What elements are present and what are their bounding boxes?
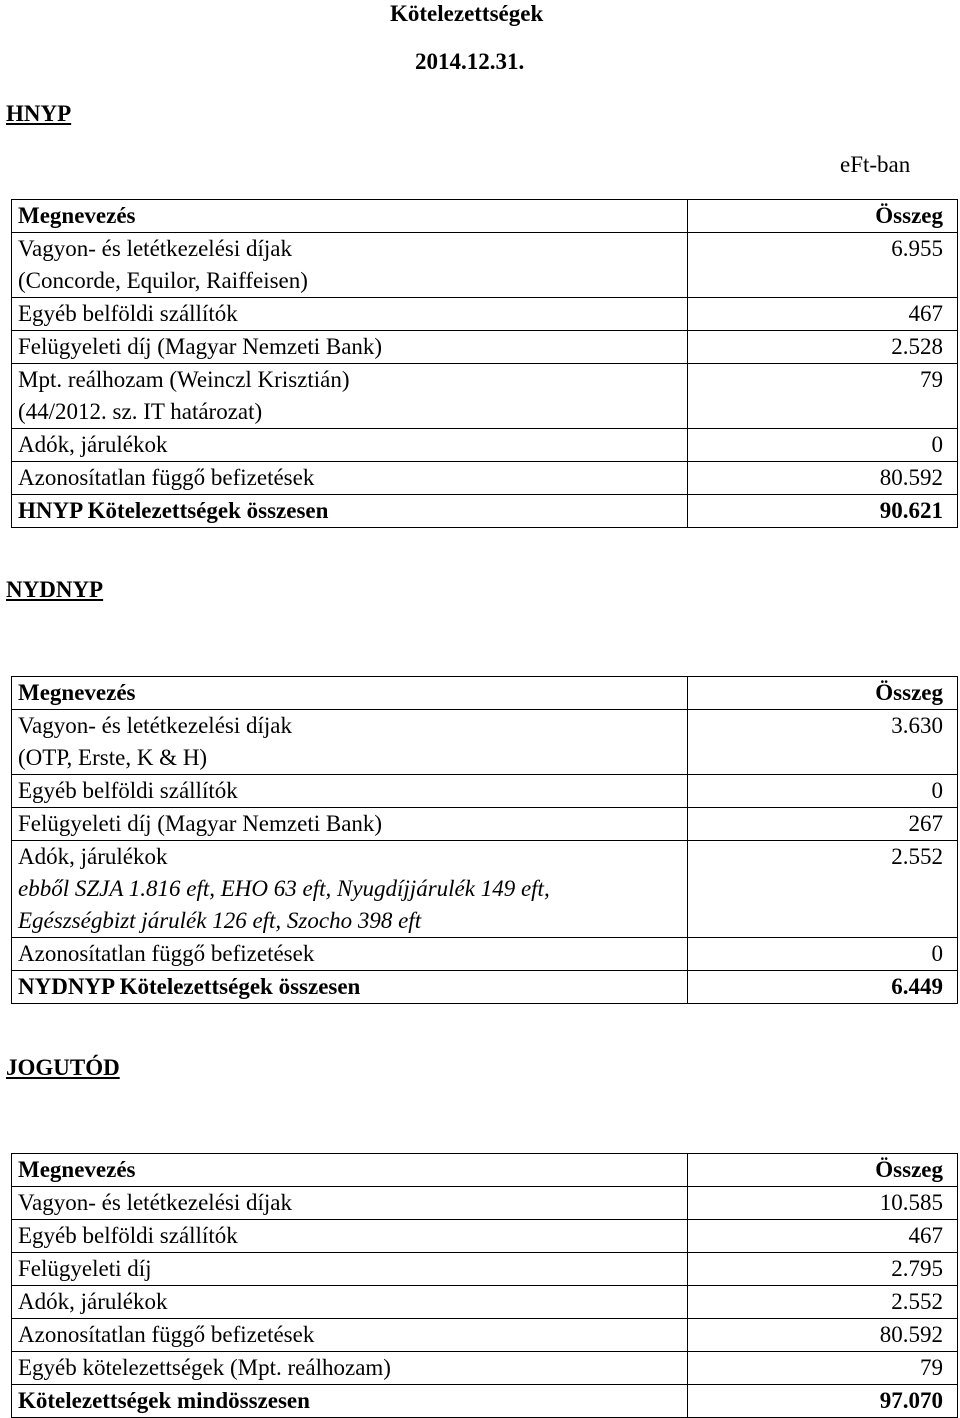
row-amount: 79 bbox=[688, 364, 958, 429]
row-amount: 80.592 bbox=[688, 1319, 958, 1352]
table-row bbox=[12, 808, 958, 841]
row-amount: 467 bbox=[688, 1220, 958, 1253]
row-note-line: ebből SZJA 1.816 eft, EHO 63 eft, Nyugdíjjárulék 149 eft, bbox=[18, 876, 550, 901]
row-label bbox=[12, 1286, 688, 1319]
table-row bbox=[12, 938, 958, 971]
row-amount: 0 bbox=[688, 429, 958, 462]
row-label bbox=[12, 775, 688, 808]
table-row bbox=[12, 1319, 958, 1352]
table-row bbox=[12, 364, 958, 429]
hnyp-table bbox=[11, 199, 958, 528]
total-amount: 6.449 bbox=[688, 971, 958, 1004]
row-amount: 2.528 bbox=[688, 331, 958, 364]
column-header-amount: Összeg bbox=[688, 200, 958, 233]
table-row bbox=[12, 1286, 958, 1319]
table-row bbox=[12, 462, 958, 495]
table-row bbox=[12, 841, 958, 938]
section-heading-hnyp: HNYP bbox=[6, 101, 72, 126]
row-amount: 2.552 bbox=[688, 1286, 958, 1319]
row-label bbox=[12, 1319, 688, 1352]
total-amount: 97.070 bbox=[688, 1385, 958, 1418]
nydnyp-table bbox=[11, 676, 958, 1004]
row-label-line: Felügyeleti díj (Magyar Nemzeti Bank) bbox=[18, 811, 383, 836]
row-label-line: Adók, járulékok bbox=[18, 432, 168, 457]
section-heading-nydnyp: NYDNYP bbox=[6, 577, 104, 602]
table-header-row bbox=[12, 1154, 958, 1187]
row-label-line: Vagyon- és letétkezelési díjak bbox=[18, 236, 292, 261]
row-label bbox=[12, 298, 688, 331]
row-label bbox=[12, 462, 688, 495]
row-label-line: Egyéb belföldi szállítók bbox=[18, 301, 238, 326]
row-label bbox=[12, 429, 688, 462]
row-amount: 267 bbox=[688, 808, 958, 841]
unit-label: eFt-ban bbox=[840, 152, 911, 177]
row-label-line: (44/2012. sz. IT határozat) bbox=[18, 399, 263, 424]
table-row bbox=[12, 710, 958, 775]
table-total-row bbox=[12, 971, 958, 1004]
table-header-row bbox=[12, 200, 958, 233]
table-row bbox=[12, 233, 958, 298]
document-date: 2014.12.31. bbox=[415, 49, 525, 74]
column-header-amount: Összeg bbox=[688, 1154, 958, 1187]
row-label-line: Azonosítatlan függő befizetések bbox=[18, 1322, 315, 1347]
table-row bbox=[12, 1352, 958, 1385]
row-label bbox=[12, 1187, 688, 1220]
row-label-line: Adók, járulékok bbox=[18, 844, 168, 869]
column-header-name: Megnevezés bbox=[12, 200, 688, 233]
table-total-row bbox=[12, 495, 958, 528]
row-label-line: Egyéb kötelezettségek (Mpt. reálhozam) bbox=[18, 1355, 391, 1380]
row-label bbox=[12, 808, 688, 841]
table-row bbox=[12, 775, 958, 808]
row-amount: 0 bbox=[688, 775, 958, 808]
document-title: Kötelezettségek bbox=[390, 1, 544, 26]
total-label: HNYP Kötelezettségek összesen bbox=[12, 495, 688, 528]
table-row bbox=[12, 1253, 958, 1286]
row-label-line: Vagyon- és letétkezelési díjak bbox=[18, 713, 292, 738]
row-label bbox=[12, 331, 688, 364]
row-label-line: Felügyeleti díj bbox=[18, 1256, 152, 1281]
table-row bbox=[12, 1220, 958, 1253]
table-header-row bbox=[12, 677, 958, 710]
column-header-amount: Összeg bbox=[688, 677, 958, 710]
row-amount: 10.585 bbox=[688, 1187, 958, 1220]
table-total-row bbox=[12, 1385, 958, 1418]
row-label bbox=[12, 233, 688, 298]
row-amount: 6.955 bbox=[688, 233, 958, 298]
table-row bbox=[12, 331, 958, 364]
column-header-name: Megnevezés bbox=[12, 1154, 688, 1187]
row-label-line: (Concorde, Equilor, Raiffeisen) bbox=[18, 268, 308, 293]
row-amount: 0 bbox=[688, 938, 958, 971]
row-label-line: Azonosítatlan függő befizetések bbox=[18, 941, 315, 966]
jogutod-table bbox=[11, 1153, 958, 1418]
section-heading-jogutod: JOGUTÓD bbox=[6, 1055, 120, 1080]
table-row bbox=[12, 298, 958, 331]
row-label-line: Felügyeleti díj (Magyar Nemzeti Bank) bbox=[18, 334, 383, 359]
row-amount: 3.630 bbox=[688, 710, 958, 775]
column-header-name: Megnevezés bbox=[12, 677, 688, 710]
row-amount: 2.552 bbox=[688, 841, 958, 938]
row-amount: 467 bbox=[688, 298, 958, 331]
row-note-line: Egészségbizt járulék 126 eft, Szocho 398 eft bbox=[18, 908, 422, 933]
row-label-line: Adók, járulékok bbox=[18, 1289, 168, 1314]
row-label bbox=[12, 841, 688, 938]
row-label bbox=[12, 1253, 688, 1286]
row-amount: 79 bbox=[688, 1352, 958, 1385]
total-amount: 90.621 bbox=[688, 495, 958, 528]
row-label-line: Vagyon- és letétkezelési díjak bbox=[18, 1190, 292, 1215]
row-label-line: Mpt. reálhozam (Weinczl Krisztián) bbox=[18, 367, 350, 392]
row-label-line: Azonosítatlan függő befizetések bbox=[18, 465, 315, 490]
row-label bbox=[12, 364, 688, 429]
total-label: NYDNYP Kötelezettségek összesen bbox=[12, 971, 688, 1004]
row-label-line: Egyéb belföldi szállítók bbox=[18, 1223, 238, 1248]
row-amount: 80.592 bbox=[688, 462, 958, 495]
row-amount: 2.795 bbox=[688, 1253, 958, 1286]
table-row bbox=[12, 429, 958, 462]
row-label-line: (OTP, Erste, K & H) bbox=[18, 745, 208, 770]
row-label bbox=[12, 1220, 688, 1253]
table-row bbox=[12, 1187, 958, 1220]
row-label bbox=[12, 710, 688, 775]
row-label bbox=[12, 938, 688, 971]
row-label bbox=[12, 1352, 688, 1385]
total-label: Kötelezettségek mindösszesen bbox=[12, 1385, 688, 1418]
row-label-line: Egyéb belföldi szállítók bbox=[18, 778, 238, 803]
